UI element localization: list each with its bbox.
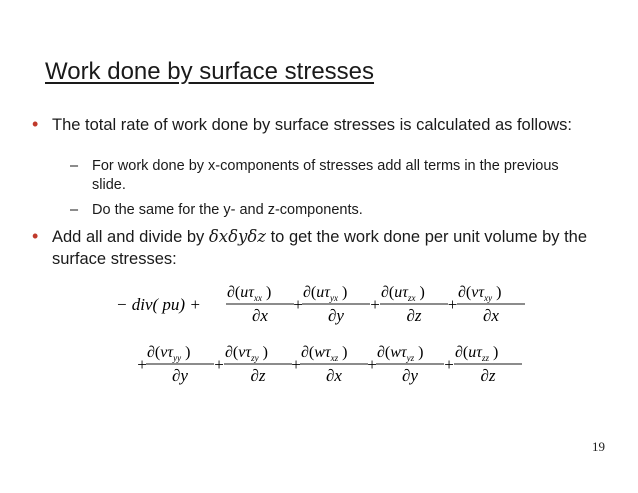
plus-sign: + <box>370 295 380 314</box>
plus-sign: + <box>444 355 454 374</box>
delta-volume-term: δxδyδz <box>208 227 266 246</box>
equation-row-1 <box>116 284 525 325</box>
fraction-term <box>376 344 444 385</box>
subitem-1 <box>70 157 590 195</box>
bullet-text-after: to get the work done per unit volume by the surface stresses: <box>52 228 588 268</box>
dash-marker: – <box>70 158 79 174</box>
bullet-marker: • <box>32 114 39 134</box>
fraction-numerator: $\partial(v\tau_{yy}$ ) <box>147 344 191 363</box>
dash-marker: – <box>70 202 79 218</box>
plus-sign: + <box>214 355 224 374</box>
fraction-denominator: ∂z <box>480 366 496 385</box>
bullet-item-1 <box>32 114 592 136</box>
fraction-numerator: $\partial(w\tau_{yz}$ ) <box>377 344 424 363</box>
plus-sign: + <box>367 355 377 374</box>
bullet-text <box>52 226 592 270</box>
slide-title: Work done by surface stresses <box>45 58 375 85</box>
subitem-2 <box>70 201 590 220</box>
subitem-text: For work done by x-components of stresses add all terms in the previous slide. <box>92 158 559 193</box>
fraction-term <box>454 344 522 385</box>
page-number: 19 <box>592 439 605 454</box>
fraction-numerator: $\partial(u\tau_{zz}$ ) <box>455 344 499 363</box>
plus-sign: + <box>137 355 147 374</box>
bullet-item-2 <box>32 226 592 270</box>
fraction-numerator: $\partial(w\tau_{xz}$ ) <box>301 344 348 363</box>
fraction-numerator: $\partial(v\tau_{xy}$ ) <box>458 284 502 303</box>
plus-sign: + <box>447 295 458 314</box>
fraction-term <box>457 284 525 325</box>
plus-sign: + <box>291 355 301 374</box>
fraction-numerator: $\partial(u\tau_{yx}$ ) <box>303 284 348 303</box>
fraction-numerator: $\partial(u\tau_{zx}$ ) <box>381 284 425 303</box>
fraction-term <box>302 284 370 325</box>
fraction-denominator: ∂y <box>328 306 344 325</box>
fraction-term <box>300 344 368 385</box>
equation-row-2 <box>137 344 522 385</box>
equation-lead-term: − div( pu) + <box>116 295 201 314</box>
subitem-text: Do the same for the y- and z-components. <box>92 202 363 218</box>
fraction-term <box>226 284 294 325</box>
fraction-numerator: $\partial(u\tau_{xx}$ ) <box>227 284 272 303</box>
fraction-denominator: ∂x <box>483 306 499 325</box>
plus-sign: + <box>293 295 303 314</box>
fraction-denominator: ∂z <box>250 366 266 385</box>
fraction-term <box>146 344 214 385</box>
fraction-numerator: $\partial(v\tau_{zy}$ ) <box>225 344 268 363</box>
fraction-denominator: ∂y <box>172 366 188 385</box>
fraction-denominator: ∂x <box>326 366 342 385</box>
fraction-denominator: ∂x <box>252 306 268 325</box>
bullet-marker: • <box>32 226 39 246</box>
bullet-text: The total rate of work done by surface stresses is calculated as follows: <box>52 116 572 134</box>
fraction-term <box>224 344 292 385</box>
fraction-denominator: ∂y <box>402 366 418 385</box>
fraction-denominator: ∂z <box>406 306 422 325</box>
bullet-text-before: Add all and divide by <box>52 228 205 246</box>
work-equation <box>0 272 638 402</box>
fraction-term <box>380 284 448 325</box>
